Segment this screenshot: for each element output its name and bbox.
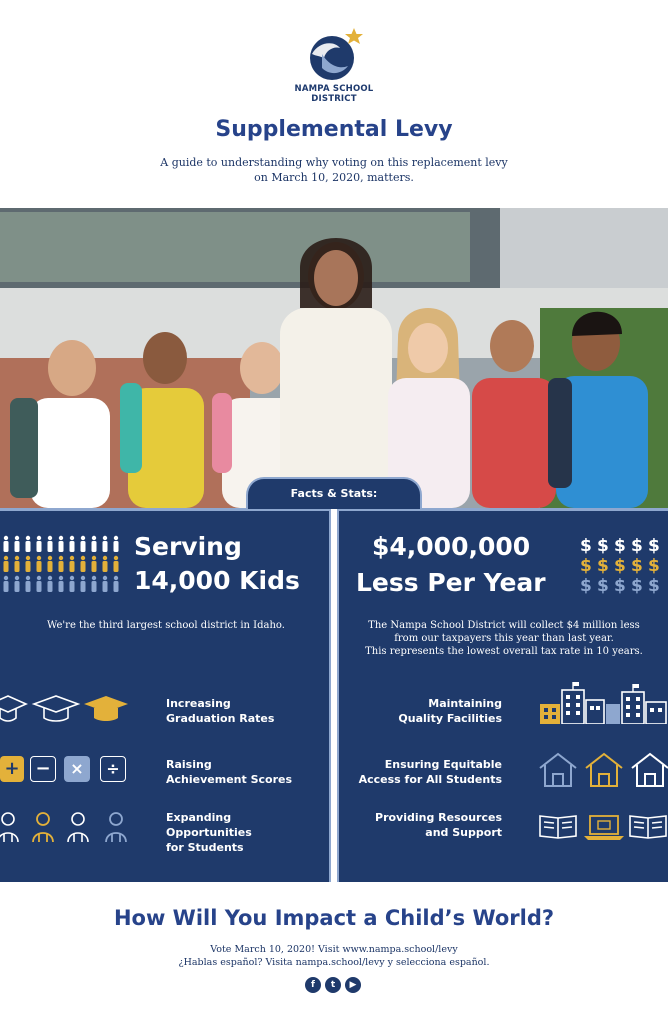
opportunities-label-line3: for Students bbox=[166, 841, 244, 854]
kid-figure-head bbox=[114, 536, 118, 540]
footer-line2[interactable]: ¿Hablas español? Visita nampa.school/levy y selecciona español. bbox=[178, 957, 490, 968]
kid-figure-body bbox=[114, 561, 119, 572]
dollar-sign-icon: $ bbox=[648, 556, 660, 576]
savings-caption-line1: The Nampa School District will collect $4 million less bbox=[368, 620, 640, 631]
kid-figure-body bbox=[15, 561, 20, 572]
savings-caption bbox=[348, 619, 660, 658]
kid-figure-body bbox=[26, 581, 31, 592]
kid-figure-body bbox=[70, 561, 75, 572]
kid-figure-body bbox=[59, 561, 64, 572]
kid-figure-head bbox=[70, 556, 74, 560]
kid-figure-body bbox=[92, 561, 97, 572]
kid-figure-head bbox=[26, 576, 30, 580]
kid-figure-head bbox=[15, 536, 19, 540]
kid-figure-head bbox=[70, 576, 74, 580]
footer-line1[interactable]: Vote March 10, 2020! Visit www.nampa.school/levy bbox=[210, 944, 458, 955]
dollar-sign-icon: $ bbox=[597, 556, 609, 576]
kid-figure-body bbox=[37, 581, 42, 592]
kid-figure-head bbox=[48, 556, 52, 560]
kid-figure-head bbox=[15, 576, 19, 580]
kid-figure-body bbox=[37, 541, 42, 552]
kid-figure-head bbox=[4, 536, 8, 540]
serving-caption: We're the third largest school district in Idaho. bbox=[47, 620, 285, 631]
kid-figure-body bbox=[114, 541, 119, 552]
serving-headline-line2: 14,000 Kids bbox=[134, 566, 300, 595]
kid-figure-head bbox=[92, 576, 96, 580]
opportunities-label-line2: Opportunities bbox=[166, 826, 252, 839]
page-title: Supplemental Levy bbox=[215, 117, 453, 142]
dollar-sign-icon: $ bbox=[614, 576, 626, 596]
kid-figure-body bbox=[70, 541, 75, 552]
kid-figure-head bbox=[81, 536, 85, 540]
header bbox=[0, 0, 668, 208]
dollar-sign-icon: $ bbox=[648, 536, 660, 556]
kids-people-icon bbox=[2, 534, 126, 594]
house-icon bbox=[538, 752, 668, 788]
savings-caption-line2: from our taxpayers this year than last year. bbox=[394, 633, 614, 644]
kid-figure-head bbox=[103, 576, 107, 580]
kid-figure-head bbox=[26, 536, 30, 540]
kid-figure-head bbox=[4, 556, 8, 560]
kid-figure-body bbox=[48, 541, 53, 552]
dollar-sign-icon: $ bbox=[580, 576, 592, 596]
kid-figure-head bbox=[114, 556, 118, 560]
graduation-cap-icon bbox=[0, 692, 132, 726]
graduation-label-line1: Increasing bbox=[166, 697, 231, 710]
kid-figure-head bbox=[81, 556, 85, 560]
savings-headline-line1: $4,000,000 bbox=[372, 532, 531, 561]
kid-figure-body bbox=[15, 541, 20, 552]
dollar-sign-icon: $ bbox=[631, 536, 643, 556]
opportunities-label bbox=[166, 810, 252, 855]
dollar-sign-icon: $ bbox=[597, 576, 609, 596]
equitable-label-line2: Access for All Students bbox=[358, 773, 502, 786]
buildings-icon bbox=[538, 682, 668, 724]
kid-figure-head bbox=[48, 576, 52, 580]
subtitle-line1: A guide to understanding why voting on this replacement levy bbox=[160, 156, 508, 169]
savings-caption-line3: This represents the lowest overall tax rate in 10 years. bbox=[365, 646, 643, 657]
kid-figure-body bbox=[81, 581, 86, 592]
minus-icon: − bbox=[30, 756, 56, 782]
students-icon bbox=[0, 810, 132, 846]
kid-figure-body bbox=[48, 581, 53, 592]
youtube-icon[interactable]: ▶ bbox=[345, 977, 361, 993]
kid-figure-head bbox=[114, 576, 118, 580]
kid-figure-head bbox=[59, 556, 63, 560]
kid-figure-body bbox=[4, 581, 9, 592]
dollar-sign-icon: $ bbox=[580, 556, 592, 576]
graduation-label-line2: Graduation Rates bbox=[166, 712, 275, 725]
facebook-icon[interactable]: f bbox=[305, 977, 321, 993]
kid-figure-head bbox=[37, 576, 41, 580]
facilities-label bbox=[340, 696, 502, 726]
kid-figure-body bbox=[114, 581, 119, 592]
kid-figure-body bbox=[4, 541, 9, 552]
kid-figure-head bbox=[70, 536, 74, 540]
facilities-label-line1: Maintaining bbox=[428, 697, 502, 710]
equitable-label-line1: Ensuring Equitable bbox=[384, 758, 502, 771]
logo-text-line1: NAMPA SCHOOL bbox=[294, 84, 374, 94]
graduation-label bbox=[166, 696, 274, 726]
dollar-signs-icon bbox=[580, 536, 666, 598]
kid-figure-body bbox=[26, 541, 31, 552]
math-symbols-icon bbox=[0, 756, 132, 784]
logo-text bbox=[284, 84, 384, 104]
twitter-icon[interactable]: t bbox=[325, 977, 341, 993]
kid-figure-body bbox=[103, 561, 108, 572]
page-subtitle bbox=[150, 155, 518, 185]
dollar-sign-icon: $ bbox=[631, 576, 643, 596]
equitable-label bbox=[340, 757, 502, 787]
kid-figure-body bbox=[92, 541, 97, 552]
facilities-label-line2: Quality Facilities bbox=[398, 712, 502, 725]
kid-figure-head bbox=[15, 556, 19, 560]
opportunities-label-line1: Expanding bbox=[166, 811, 232, 824]
serving-headline-line1: Serving bbox=[134, 532, 242, 561]
kid-figure-head bbox=[92, 556, 96, 560]
kid-figure-head bbox=[48, 536, 52, 540]
kid-figure-body bbox=[103, 541, 108, 552]
kid-figure-body bbox=[81, 541, 86, 552]
dollar-sign-icon: $ bbox=[597, 536, 609, 556]
resources-label-line2: and Support bbox=[425, 826, 502, 839]
kid-figure-body bbox=[4, 561, 9, 572]
kid-figure-body bbox=[37, 561, 42, 572]
dollar-sign-icon: $ bbox=[614, 536, 626, 556]
kid-figure-body bbox=[26, 561, 31, 572]
kid-figure-body bbox=[103, 581, 108, 592]
kid-figure-body bbox=[48, 561, 53, 572]
books-laptop-icon bbox=[538, 812, 668, 842]
hero-photo bbox=[0, 208, 668, 508]
savings-headline-line2: Less Per Year bbox=[356, 568, 546, 597]
logo-text-line2: DISTRICT bbox=[311, 94, 357, 104]
kid-figure-body bbox=[70, 581, 75, 592]
kid-figure-head bbox=[103, 536, 107, 540]
dollar-sign-icon: $ bbox=[631, 556, 643, 576]
kid-figure-head bbox=[37, 536, 41, 540]
facts-stats-tab: Facts & Stats: bbox=[246, 477, 422, 509]
footer-title: How Will You Impact a Child’s World? bbox=[113, 906, 555, 930]
kid-figure-head bbox=[92, 536, 96, 540]
dollar-sign-icon: $ bbox=[580, 536, 592, 556]
plus-icon: + bbox=[0, 756, 24, 782]
kid-figure-head bbox=[59, 576, 63, 580]
kid-figure-head bbox=[59, 536, 63, 540]
kid-figure-body bbox=[92, 581, 97, 592]
kid-figure-head bbox=[81, 576, 85, 580]
kid-figure-body bbox=[81, 561, 86, 572]
kid-figure-head bbox=[26, 556, 30, 560]
kid-figure-body bbox=[59, 581, 64, 592]
kid-figure-head bbox=[4, 576, 8, 580]
resources-label bbox=[340, 810, 502, 840]
kid-figure-head bbox=[103, 556, 107, 560]
achievement-label-line1: Raising bbox=[166, 758, 212, 771]
kid-figure-body bbox=[59, 541, 64, 552]
dollar-sign-icon: $ bbox=[614, 556, 626, 576]
dollar-sign-icon: $ bbox=[648, 576, 660, 596]
kid-figure-body bbox=[15, 581, 20, 592]
achievement-label-line2: Achievement Scores bbox=[166, 773, 293, 786]
divide-icon: ÷ bbox=[100, 756, 126, 782]
multiply-icon: × bbox=[64, 756, 90, 782]
resources-label-line1: Providing Resources bbox=[375, 811, 502, 824]
achievement-label bbox=[166, 757, 292, 787]
subtitle-line2: on March 10, 2020, matters. bbox=[254, 171, 414, 184]
kid-figure-head bbox=[37, 556, 41, 560]
